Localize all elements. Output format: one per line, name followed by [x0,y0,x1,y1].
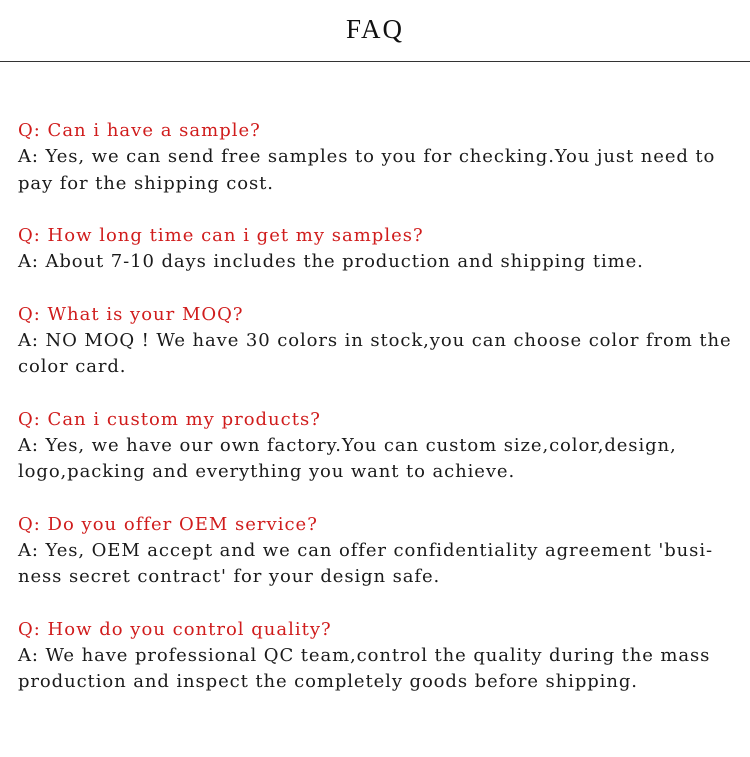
faq-answer [18,433,744,486]
faq-question: Q: Do you offer OEM service? [18,513,318,535]
faq-answer [18,328,744,381]
faq-answer [18,538,744,591]
faq-answer-line: A: We have professional QC team,control the quality during the mass [18,644,711,666]
faq-answer-line: production and inspect the completely goods before shipping. [18,671,638,692]
faq-question: Q: Can i have a sample? [18,120,261,141]
faq-answer [18,643,744,696]
faq-item [18,617,744,696]
faq-question: Q: What is your MOQ? [18,303,244,325]
faq-answer-line: color card. [18,356,127,377]
faq-question: Q: Can i custom my products? [18,408,321,430]
faq-answer-line: A: NO MOQ ! We have 30 colors in stock,you can choose color from the [18,329,732,351]
faq-item [18,118,744,197]
faq-question: Q: How do you control quality? [18,618,332,640]
faq-answer [18,144,744,197]
faq-answer-line: logo,packing and everything you want to achieve. [18,461,516,482]
faq-answer-line: A: Yes, we can send free samples to you for checking.You just need to [18,146,716,167]
faq-item [18,302,744,381]
faq-answer-line: A: Yes, OEM accept and we can offer confidentiality agreement 'busi- [18,539,713,561]
faq-answer-line: A: About 7-10 days includes the production and shipping time. [18,251,644,272]
faq-answer-line: pay for the shipping cost. [18,172,274,194]
faq-item [18,512,744,591]
faq-item [18,407,744,486]
page-header [0,0,750,62]
faq-answer [18,249,744,276]
faq-list [18,118,744,722]
faq-answer-line: A: Yes, we have our own factory.You can custom size,color,design, [18,434,677,456]
faq-question: Q: How long time can i get my samples? [18,225,424,246]
faq-item [18,223,744,276]
header-divider [0,61,750,62]
faq-answer-line: ness secret contract' for your design safe. [18,566,441,587]
page-title: FAQ [345,14,404,44]
